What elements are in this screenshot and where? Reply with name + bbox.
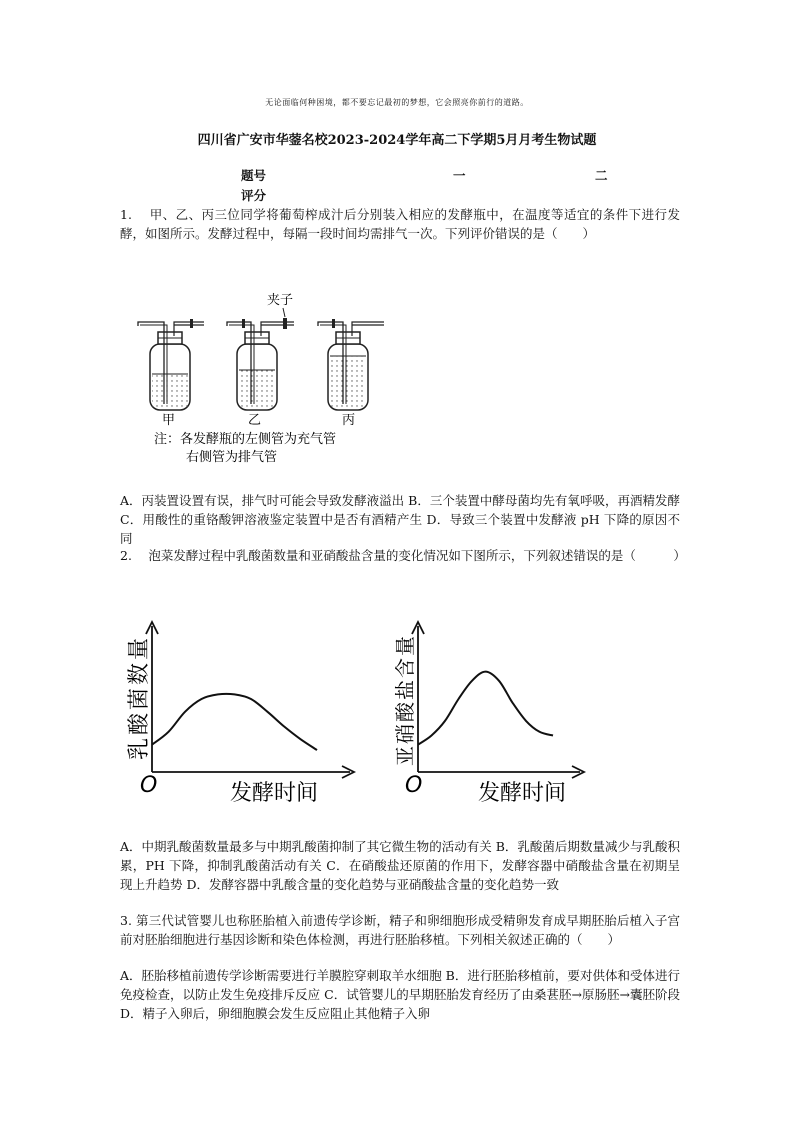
q2-stem: 2. 泡菜发酵过程中乳酸菌数量和亚硝酸盐含量的变化情况如下图所示，下列叙述错误的是（ ）	[120, 548, 686, 563]
score-table-col1: 一	[453, 168, 466, 183]
q3-stem: 3. 第三代试管婴儿也称胚胎植入前遗传学诊断，精子和卵细胞形成受精卵发育成早期胚胎后植入子宫前对胚胎细胞进行基因诊断和染色体检测，再进行胚胎移植。下列相关叙述正确的（ ）	[120, 913, 680, 947]
chart0-y-label: 乳酸菌数量	[127, 634, 152, 760]
score-table-row-label: 评分	[241, 188, 267, 203]
clamp-label: 夹子	[267, 293, 294, 308]
chart-lactic-bacteria	[127, 622, 354, 806]
chart1-x-label: 发酵时间	[478, 781, 567, 806]
score-table-col-label: 题号	[241, 168, 267, 183]
bottle-bing	[318, 319, 384, 410]
q1-figure	[120, 284, 410, 469]
figure-note-line1: 注：各发酵瓶的左侧管为充气管	[154, 432, 337, 447]
q1-stem: 1. 甲、乙、丙三位同学将葡萄榨成汁后分别装入相应的发酵瓶中，在温度等适宜的条件下进行发酵，如图所示。发酵过程中，每隔一段时间均需排气一次。下列评价错误的是（ ）	[120, 207, 680, 241]
chart1-series-line	[418, 672, 553, 745]
chart0-series-line	[152, 694, 317, 750]
bottle-label-bing: 丙	[342, 413, 356, 428]
score-table-col2: 二	[595, 168, 608, 183]
q2-options: A．中期乳酸菌数量最多与中期乳酸菌抑制了其它微生物的活动有关 B．乳酸菌后期数量减少与乳酸积累，PH 下降，抑制乳酸菌活动有关 C．在硝酸盐还原菌的作用下，发酵容器中硝酸盐含量在初期呈现上升趋势 D．发酵容器中乳酸含量的变化趋势与亚硝酸盐含量的变化趋势一致	[120, 839, 680, 892]
q2-charts	[110, 600, 590, 815]
bottle-label-yi: 乙	[248, 413, 262, 428]
chart1-y-label: 亚硝酸盐含量	[393, 634, 417, 766]
chart0-x-label: 发酵时间	[230, 781, 319, 806]
bottle-label-jia: 甲	[162, 413, 176, 428]
bottle-yi	[227, 318, 294, 410]
chart0-origin-label: O	[140, 773, 158, 798]
paper-title: 四川省广安市华蓥名校2023-2024学年高二下学期5月月考生物试题	[197, 133, 597, 148]
chart1-origin-label: O	[405, 773, 423, 798]
q3-options: A．胚胎移植前遗传学诊断需要进行羊膜腔穿刺取羊水细胞 B．进行胚胎移植前，要对供体和受体进行免疫检查，以防止发生免疫排斥反应 C．试管婴儿的早期胚胎发育经历了由桑葚胚→原肠胚→囊胚阶段 D．精子入卵后，卵细胞膜会发生反应阻止其他精子入卵	[120, 968, 680, 1021]
motto: 无论面临何种困境，都不要忘记最初的梦想，它会照亮你前行的道路。	[265, 98, 529, 107]
q1-options: A．丙装置设置有误，排气时可能会导致发酵液溢出 B．三个装置中酵母菌均先有氧呼吸，再酒精发酵 C．用酸性的重铬酸钾溶液鉴定装置中是否有酒精产生 D．导致三个装置中发酵液 pH 下降的原因不同	[120, 493, 680, 546]
chart-nitrite	[393, 622, 584, 806]
bottle-jia	[138, 319, 204, 410]
figure-note-line2: 右侧管为排气管	[186, 450, 278, 465]
